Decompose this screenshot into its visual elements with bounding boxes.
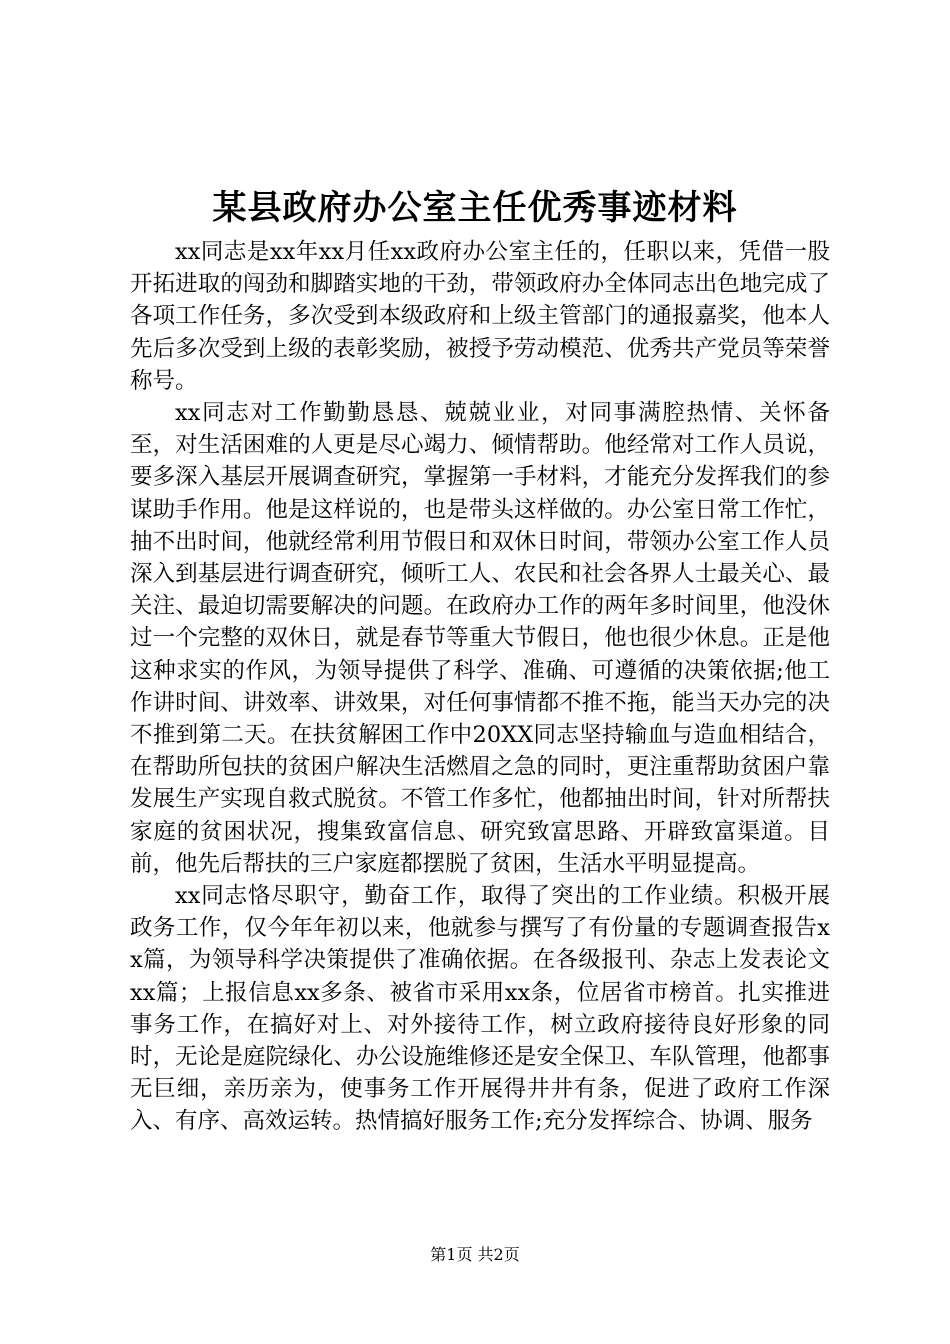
paragraph-1: xx同志是xx年xx月任xx政府办公室主任的，任职以来，凭借一股开拓进取的闯劲和脚踏实地的干劲，带领政府办全体同志出色地完成了各项工作任务，多次受到本级政府和上级主管部门的通报嘉奖，他本人先后多次受到上级的表彰奖励，被授予劳动模范、优秀共产党员等荣誉称号。: [130, 239, 830, 394]
document-body: [130, 236, 830, 1186]
page-title: 某县政府办公室主任优秀事迹材料: [212, 188, 738, 228]
paragraph-3: xx同志恪尽职守，勤奋工作，取得了突出的工作业绩。积极开展政务工作，仅今年年初以来，他就参与撰写了有份量的专题调查报告xx篇，为领导科学决策提供了准确依据。在各级报刊、杂志上发表论文xx篇；上报信息xx多条、被省市采用xx条，位居省市榜首。扎实推进事务工作，在搞好对上、对外接待工作，树立政府接待良好形象的同时，无论是庭院绿化、办公设施维修还是安全保卫、车队管理，他都事无巨细，亲历亲为，使事务工作开展得井井有条，促进了政府工作深入、有序、高效运转。热情搞好服务工作;充分发挥综合、协调、服务: [130, 883, 830, 1135]
page-footer: 第1页 共2页: [430, 1245, 520, 1264]
paragraph-2: xx同志对工作勤勤恳恳、兢兢业业，对同事满腔热情、关怀备至，对生活困难的人更是尽心竭力、倾情帮助。他经常对工作人员说，要多深入基层开展调查研究，掌握第一手材料，才能充分发挥我们的参谋助手作用。他是这样说的，也是带头这样做的。办公室日常工作忙，抽不出时间，他就经常利用节假日和双休日时间，带领办公室工作人员深入到基层进行调查研究，倾听工人、农民和社会各界人士最关心、最关注、最迫切需要解决的问题。在政府办工作的两年多时间里，他没休过一个完整的双休日，就是春节等重大节假日，他也很少休息。正是他这种求实的作风，为领导提供了科学、准确、可遵循的决策依据;他工作讲时间、讲效率、讲效果，对任何事情都不推不拖，能当天办完的决不推到第二天。在扶贫解困工作中20XX同志坚持输血与造血相结合，在帮助所包扶的贫困户解决生活燃眉之急的同时，更注重帮助贫困户靠发展生产实现自救式脱贫。不管工作多忙，他都抽出时间，针对所帮扶家庭的贫困状况，搜集致富信息、研究致富思路、开辟致富渠道。目前，他先后帮扶的三户家庭都摆脱了贫困，生活水平明显提高。: [130, 400, 830, 877]
